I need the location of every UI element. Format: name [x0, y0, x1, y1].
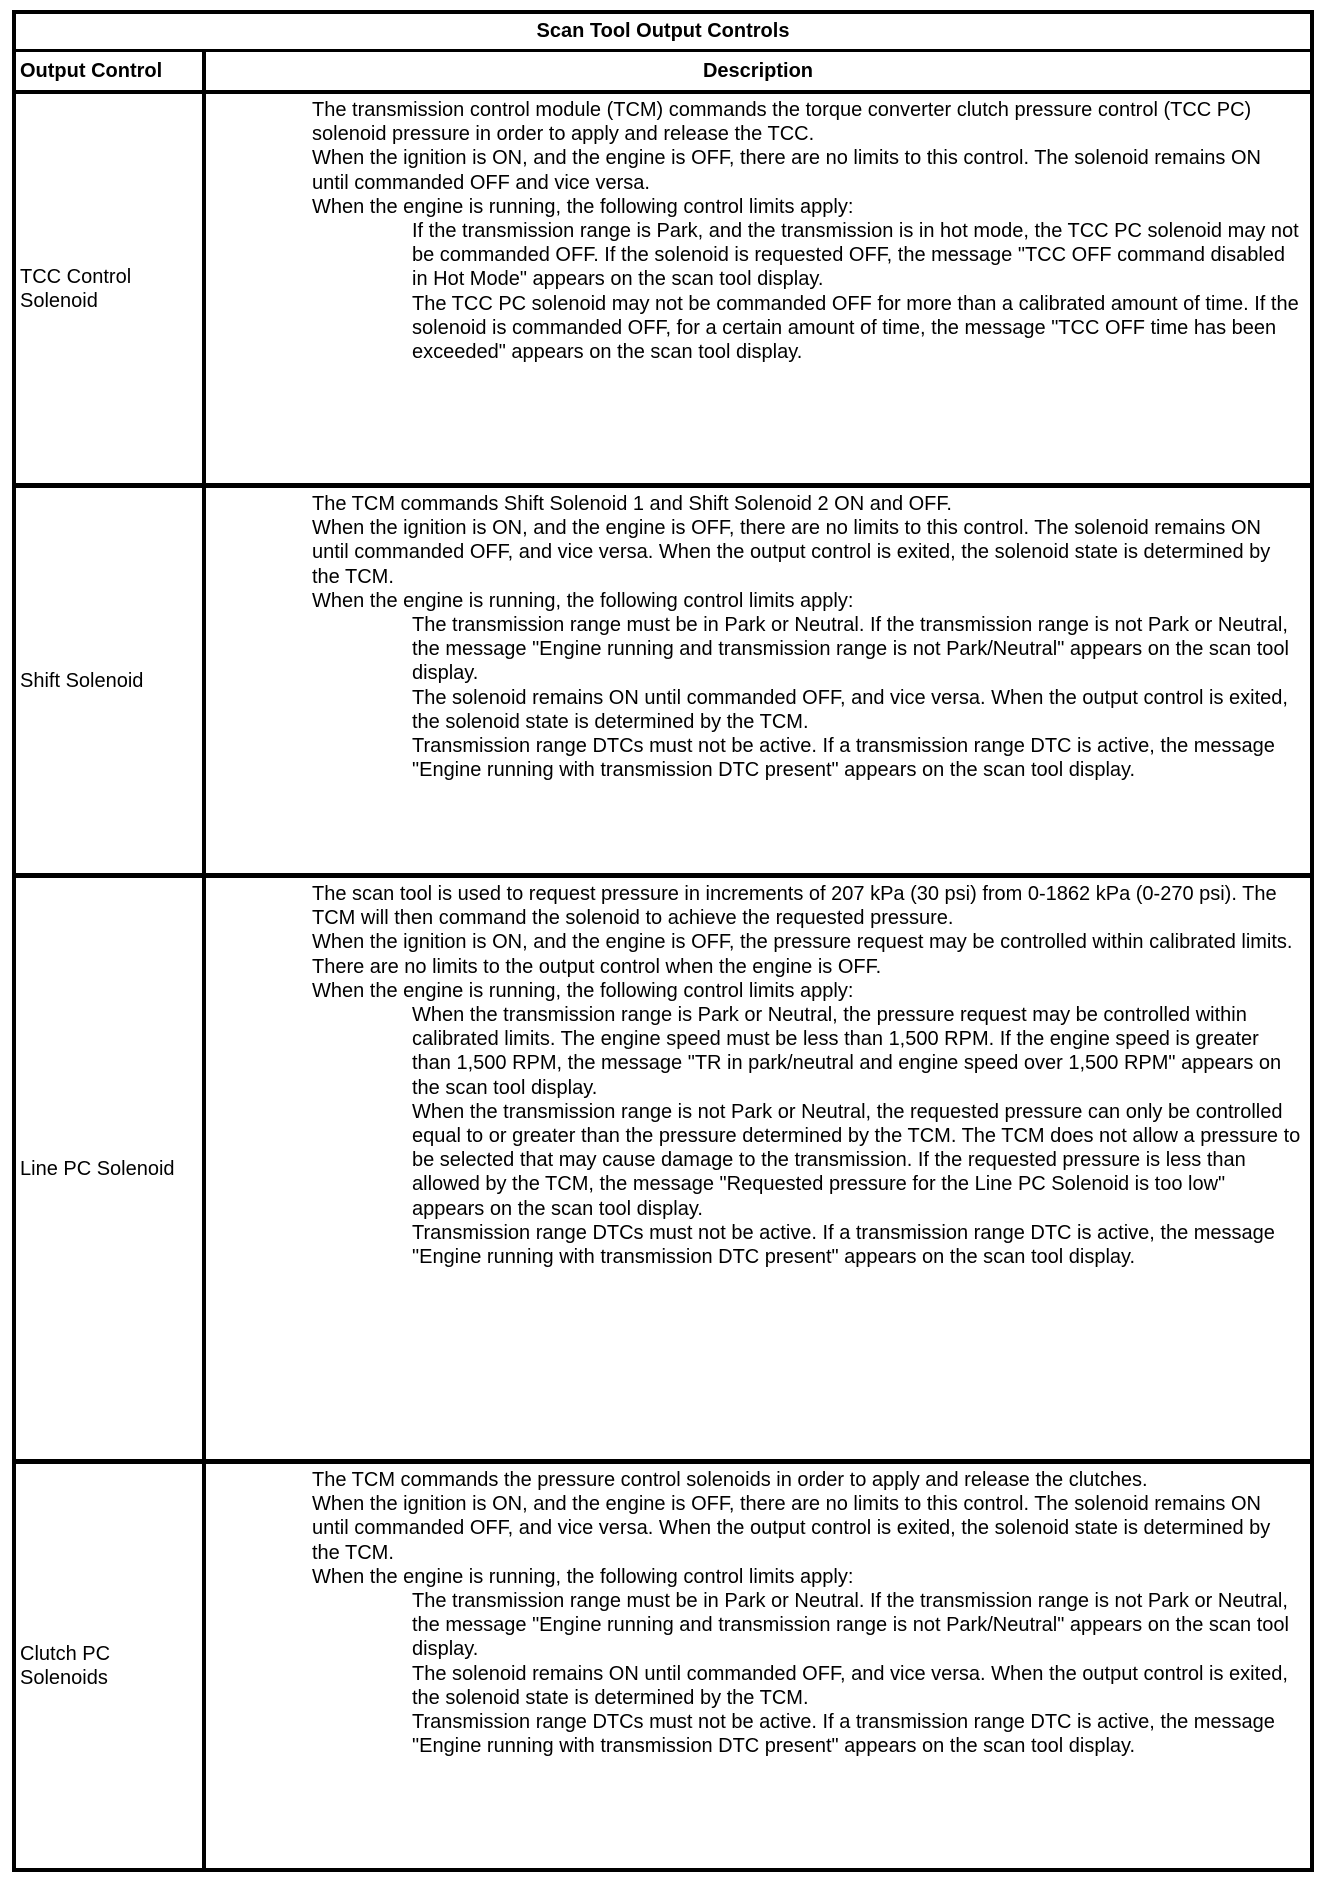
description-limit-item: The solenoid remains ON until commanded OFF, and vice versa. When the output control is exited, the solenoid state is determined by the TCM. — [412, 686, 1288, 733]
row-label: Clutch PC Solenoids — [16, 1464, 206, 1868]
table-title: Scan Tool Output Controls — [16, 14, 1310, 52]
table-header-row — [16, 52, 1310, 94]
description-paragraph: The transmission control module (TCM) commands the torque converter clutch pressure control (TCC PC) solenoid pressure in order to apply and release the TCC. — [312, 99, 1252, 146]
row-label: Line PC Solenoid — [16, 878, 206, 1459]
description-paragraph: When the engine is running, the following control limits apply: — [312, 195, 854, 218]
description-limit-item: Transmission range DTCs must not be active. If a transmission range DTC is active, the message "Engine running with transmission DTC present" appears on the scan tool display. — [412, 1221, 1275, 1269]
description-paragraph: When the ignition is ON, and the engine is OFF, there are no limits to this control. The solenoid remains ON until commanded OFF and vice versa. — [312, 147, 1261, 194]
header-output-control: Output Control — [16, 52, 206, 90]
row-label: TCC Control Solenoid — [16, 94, 206, 483]
description-paragraph: When the ignition is ON, and the engine is OFF, there are no limits to this control. The solenoid remains ON until commanded OFF, and vice versa. When the output control is exited, the solenoid state is determined by the TCM. — [312, 1493, 1271, 1564]
row-description — [206, 1464, 1310, 1868]
description-paragraph: When the engine is running, the following control limits apply: — [312, 1565, 854, 1588]
table-row-line-pc-solenoid — [16, 878, 1310, 1464]
table-row-clutch-pc-solenoids — [16, 1464, 1310, 1868]
row-label: Shift Solenoid — [16, 488, 206, 873]
description-limit-item: When the transmission range is Park or Neutral, the pressure request may be controlled within calibrated limits. The engine speed must be less than 1,500 RPM. If the engine speed is greater than 1,500 RPM, the message "TR in park/neutral and engine speed over 1,500 RPM" appears on the scan tool display. — [412, 1004, 1282, 1099]
row-description — [206, 878, 1310, 1459]
description-paragraph: The TCM commands Shift Solenoid 1 and Shift Solenoid 2 ON and OFF. — [312, 493, 952, 515]
description-paragraph: When the ignition is ON, and the engine is OFF, the pressure request may be controlled within calibrated limits. There are no limits to the output control when the engine is OFF. — [312, 931, 1293, 978]
description-limit-item: The transmission range must be in Park or Neutral. If the transmission range is not Park or Neutral, the message "Engine running and transmission range is not Park/Neutral" appears on the scan tool display. — [412, 1590, 1289, 1661]
description-limit-item: If the transmission range is Park, and the transmission is in hot mode, the TCC PC solenoid may not be commanded OFF. If the solenoid is requested OFF, the message "TCC OFF command disabled in Hot Mode" appears on the scan tool display. — [412, 220, 1299, 291]
description-limit-item: The TCC PC solenoid may not be commanded OFF for more than a calibrated amount of time. If the solenoid is commanded OFF, for a certain amount of time, the message "TCC OFF time has been exceeded" appears on the scan tool display. — [412, 292, 1299, 364]
description-limit-item: When the transmission range is not Park or Neutral, the requested pressure can only be controlled equal to or greater than the pressure determined by the TCM. The TCM does not allow a pressure to be selected that may cause damage to the transmission. If the requested pressure is less than allowed by the TCM, the message "Requested pressure for the Line PC Solenoid is too low" appears on the scan tool display. — [412, 1100, 1301, 1220]
row-description — [206, 94, 1310, 483]
row-description — [206, 488, 1310, 873]
description-limit-item: The solenoid remains ON until commanded OFF, and vice versa. When the output control is exited, the solenoid state is determined by the TCM. — [412, 1662, 1288, 1709]
description-limit-item: Transmission range DTCs must not be active. If a transmission range DTC is active, the message "Engine running with transmission DTC present" appears on the scan tool display. — [412, 1711, 1275, 1758]
description-limit-item: The transmission range must be in Park or Neutral. If the transmission range is not Park or Neutral, the message "Engine running and transmission range is not Park/Neutral" appears on the scan tool display. — [412, 614, 1289, 685]
description-limit-item: Transmission range DTCs must not be active. If a transmission range DTC is active, the message "Engine running with transmission DTC present" appears on the scan tool display. — [412, 735, 1275, 782]
header-description: Description — [702, 59, 814, 82]
table-row-shift-solenoid — [16, 488, 1310, 878]
description-paragraph: When the engine is running, the following control limits apply: — [312, 589, 854, 612]
description-paragraph: The scan tool is used to request pressure in increments of 207 kPa (30 psi) from 0-1862 kPa (0-270 psi). The TCM will then command the solenoid to achieve the requested pressure. — [312, 883, 1277, 930]
output-controls-table — [12, 10, 1314, 1872]
table-row-tcc-control-solenoid — [16, 94, 1310, 488]
description-paragraph: When the ignition is ON, and the engine is OFF, there are no limits to this control. The solenoid remains ON until commanded OFF, and vice versa. When the output control is exited, the solenoid state is determined by the TCM. — [312, 517, 1271, 588]
description-paragraph: The TCM commands the pressure control solenoids in order to apply and release the clutches. — [312, 1469, 1148, 1491]
description-paragraph: When the engine is running, the following control limits apply: — [312, 979, 854, 1002]
